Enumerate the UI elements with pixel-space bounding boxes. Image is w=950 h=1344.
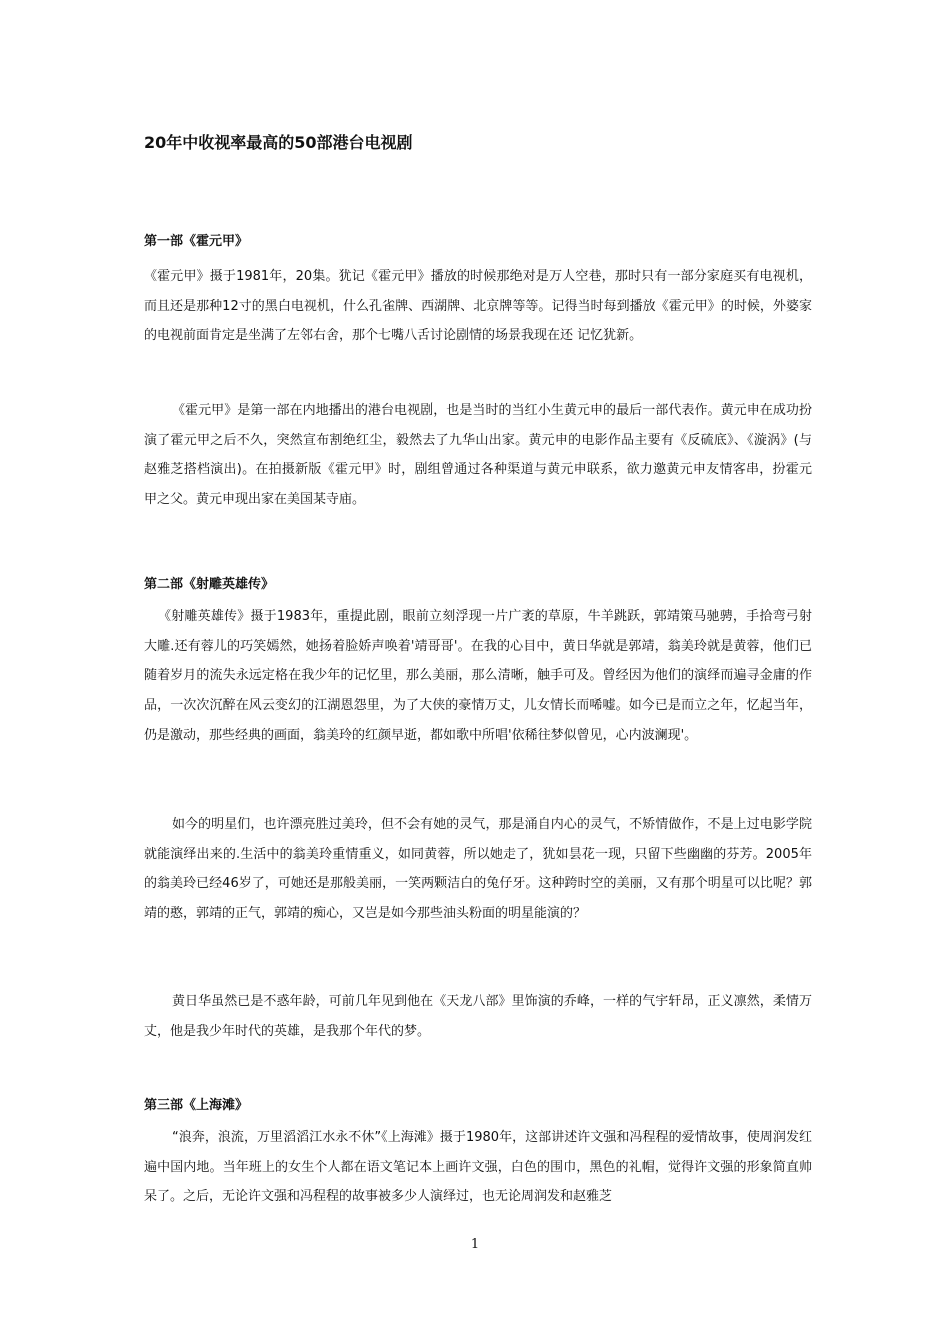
paragraph-1-1: 《霍元甲》摄于1981年，20集。犹记《霍元甲》播放的时候那绝对是万人空巷，那时只有一部分家庭买有电视机，而且还是那种12寸的黑白电视机，什么孔雀牌、西湖牌、北京牌等等。记得当时每到播放《霍元甲》的时候，外婆家的电视前面肯定是坐满了左邻右舍，那个七嘴八舌讨论剧情的场景我现在还 记忆犹新。 [144,269,812,344]
page-number: 1 [470,1237,480,1252]
paragraph-1-2: 《霍元甲》是第一部在内地播出的港台电视剧，也是当时的当红小生黄元申的最后一部代表作。黄元申在成功扮演了霍元甲之后不久，突然宣布割绝红尘，毅然去了九华山出家。黄元申的电影作品主要有《反硫底》、《漩涡》(与赵雅芝搭档演出)。在拍摄新版《霍元甲》时，剧组曾通过各种渠道与黄元申联系，欲力邀黄元申友情客串，扮霍元甲之父。黄元申现出家在美国某寺庙。 [144,403,812,508]
section-heading-2: 第二部《射雕英雄传》 [144,577,275,592]
paragraph-2-1: 《射雕英雄传》摄于1983年，重提此剧，眼前立刻浮现一片广袤的草原，牛羊跳跃，郭靖策马驰骋，手拾弯弓射大雕.还有蓉儿的巧笑嫣然，她扬着脸娇声唤着'靖哥哥'。在我的心目中，黄日华就是郭靖，翁美玲就是黄蓉，他们已随着岁月的流失永远定格在我少年的记忆里，那么美丽，那么清晰，触手可及。曾经因为他们的演绎而遍寻金庸的作品，一次次沉醉在风云变幻的江湖恩怨里，为了大侠的豪情万丈，儿女情长而唏嘘。如今已是而立之年，忆起当年，仍是激动，那些经典的画面，翁美玲的红颜早逝，都如歌中所唱'依稀往梦似曾见，心内波澜现'。 [144,609,812,743]
paragraph-3-1: “浪奔，浪流，万里滔滔江水永不休”《上海滩》摄于1980年，这部讲述许文强和冯程程的爱情故事，使周润发红遍中国内地。当年班上的女生个人都在语文笔记本上画许文强，白色的围巾，黑色的礼帽，觉得许文强的形象简直帅呆了。之后，无论许文强和冯程程的故事被多少人演绎过，也无论周润发和赵雅芝 [144,1130,812,1205]
document-title: 20年中收视率最高的50部港台电视剧 [144,133,413,152]
paragraph-2-3: 黄日华虽然已是不惑年龄，可前几年见到他在《天龙八部》里饰演的乔峰，一样的气宇轩昂，正义凛然，柔情万丈，他是我少年时代的英雄，是我那个年代的梦。 [144,994,812,1039]
section-heading-3: 第三部《上海滩》 [144,1098,249,1113]
paragraph-2-2: 如今的明星们，也许漂亮胜过美玲，但不会有她的灵气，那是涌自内心的灵气，不矫情做作，不是上过电影学院就能演绎出来的.生活中的翁美玲重情重义，如同黄蓉，所以她走了，犹如昙花一现，只留下些幽幽的芬芳。2005年的翁美玲已经46岁了，可她还是那般美丽，一笑两颗洁白的兔仔牙。这种跨时空的美丽，又有那个明星可以比呢？郭靖的憨，郭靖的正气，郭靖的痴心，又岂是如今那些油头粉面的明星能演的？ [144,817,812,922]
section-heading-1: 第一部《霍元甲》 [144,234,249,249]
